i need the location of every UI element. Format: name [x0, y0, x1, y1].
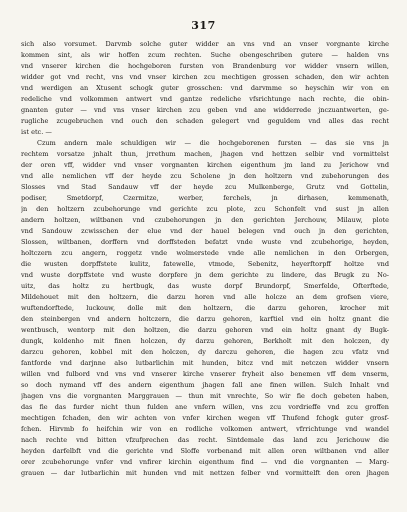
page-number: 317	[191, 19, 216, 32]
text-line: uitz, das holtz zu hertbugk, das wuste dorpf Brundorpf, Smerfelde, Ofterftede,	[21, 282, 389, 290]
text-line: darzcu gehoren, kobbel mit den holczen, dy darczu gehoren, die hagen zcu vfatz vnd	[21, 348, 389, 356]
text-line: sich also vorsumet. Darvmb solche guter widder an vns vnd an vnser vorgnante kirche	[21, 40, 389, 48]
text-line: vnd alle nemlichen vff der heyde zcu Scholene jn den holtzern vnd zubehorungen des	[21, 172, 389, 180]
text-line: gnanten guter — vnd vns vnser kirchen zcu geben vnd ane widderrede jnczuantwerten, ge-	[21, 106, 389, 114]
text-line: orer zcubehorunge vnfer vnd vnfirer kirchin eigenthum find — vnd die vorgnanten — Marg-	[21, 458, 389, 466]
text-line: jn den holtzern zcubehorunge vnd gerichte zcu plote, zcu Schonfelt vnd sust jn allen	[21, 205, 389, 213]
text-line: der oren vff, widder vnd vnser vorgnanten kirchen eigenthum jm land zu Jerichow vnd	[21, 161, 389, 169]
text-line: vnd vnserer kirchen die hochgeboren fursten von Brandenburg vor widder vnsern willen,	[21, 62, 389, 70]
text-line: rugliche zcugebruchen vnd ouch den schaden gelegert vnd geguldem vnd alles das recht	[21, 117, 389, 125]
text-line: heyden darfelbft vnd die gerichte vnd Sloffe vorbenand mit allen oren wiltbanen vnd aller	[21, 447, 389, 455]
text-line: kommen sint, als wir hoffen zcum rechten. Suche obengeschriben gutere — halden vns	[21, 51, 389, 59]
text-line: wentbusch, wentorp mit den holtzen, die darzu gehoren vnd ein holtz gnant dy Bugk-	[21, 326, 389, 334]
text-line: den steinbergen vnd andern holtczern, die darzu gehoren, karftiel vnd ein holtz gnant die	[21, 315, 389, 323]
text-line: das fie das furder nicht thun fulden ane vnfern willen, vns zcu vordrieffe vnd zcu groffen	[21, 403, 389, 411]
text-line: Slosses vnd Stad Sandauw vff der heyde zcu Mulkenberge, Grutz vnd Gottelin,	[21, 183, 389, 191]
text-line: Czum andern male schuldigen wir — die hochgeborenen fursten — das sie vns jn	[37, 139, 389, 147]
text-line: grauen — dar lutbarlichin mit hunden vnd mit nettzen felber vnd vormittelft den oren jhagen	[21, 469, 389, 477]
text-line: wuftendorftede, luckouw, dolle mit den holtzern, die darzu gehoren, krocher mit	[21, 304, 389, 312]
text-line: vnd wuste dorpffstete vnd wuste dorpfere jn dem gerichte zu lindere, das Brugk zu No-	[21, 271, 389, 279]
text-line: holtczern zcu angern, roggetz vnde wolmerstede vnde alle nemlichen in den Orbergen,	[21, 249, 389, 257]
text-line: andern holtzen, wiltbanen vnd czubehorungen jn den gerichten Jerchouw, Milauw, plote	[21, 216, 389, 224]
text-line: jhagen vns die vorgnanten Marggrauen — thun mit vnrechte, So wir fie doch gebeten haben,	[21, 392, 389, 400]
text-line: rechtem vorsatze jnhalt thun, jrrethum machen, jhagen vnd hettzen selbir vnd vormittelst	[21, 150, 389, 158]
text-line: redeliche vnd volkommen antwert vnd gantze redeliche vfsrichtunge nach rechte, die obin-	[21, 95, 389, 103]
text-line: vnd Sandouw zcwisschen der elue vnd der hauel belegen vnd ouch jn den gerichten,	[21, 227, 389, 235]
text-line: Mildehouet mit den holtzern, die darzu horen vnd alle holcze an dem grofsen viere,	[21, 293, 389, 301]
text-line: die wusten dorpffstete kulitz, fatewelle, vtmode, Sebenitz, heyerftorpff holtze vnd	[21, 260, 389, 268]
text-line: Slossen, wiltbanen, dorffern vnd dorffsteden befatzt vnde wuste vnd zcubehorige, heyden,	[21, 238, 389, 246]
text-line: ist etc. —	[21, 128, 52, 136]
text-line: mechtigen fchaden, den wir achten von vnfer kirchen wegen vff Thufend fchogk guter grosf-	[21, 414, 389, 422]
text-line: willen vnd fulbord vnd vns vnd vnserer kirche vnserer fryheit also benemen vff dem vnserm,	[21, 370, 389, 378]
text-line: fchen. Hirvmb fo heifchin wir von en rodliche volkomen antwert, vfrrichtunge vnd wandel	[21, 425, 389, 433]
text-line: nach rechte vnd bitten vfzufprechen das recht. Sintdemale das land zcu Jerichouw die	[21, 436, 389, 444]
text-line: so doch nymand vff des andern eigenthum jhagen fall ane finen willen. Sulch Inhalt vnd	[21, 381, 389, 389]
text-line: fantforde vnd darjnne also lutbarlichin mit hunden, bitcz vnd mit netczen widder vnsern	[21, 359, 389, 367]
text-line: vnd werdigen an Xtusent schogk guter grosschen: vnd darvmme so heyschin wir von en	[21, 84, 389, 92]
text-line: podiser, Smetdorpf, Czermitze, werber, ferchels, jn dirhasen, kemmenath,	[21, 194, 389, 202]
text-line: widder got vnd recht, vns vnd vnser kirchen zcu mechtigen grossen schaden, den wir achten	[21, 73, 389, 81]
text-line: dungk, koldenho mit finen holczen, dy darzu gehoren, Berkholt mit den holczen, dy	[21, 337, 389, 345]
